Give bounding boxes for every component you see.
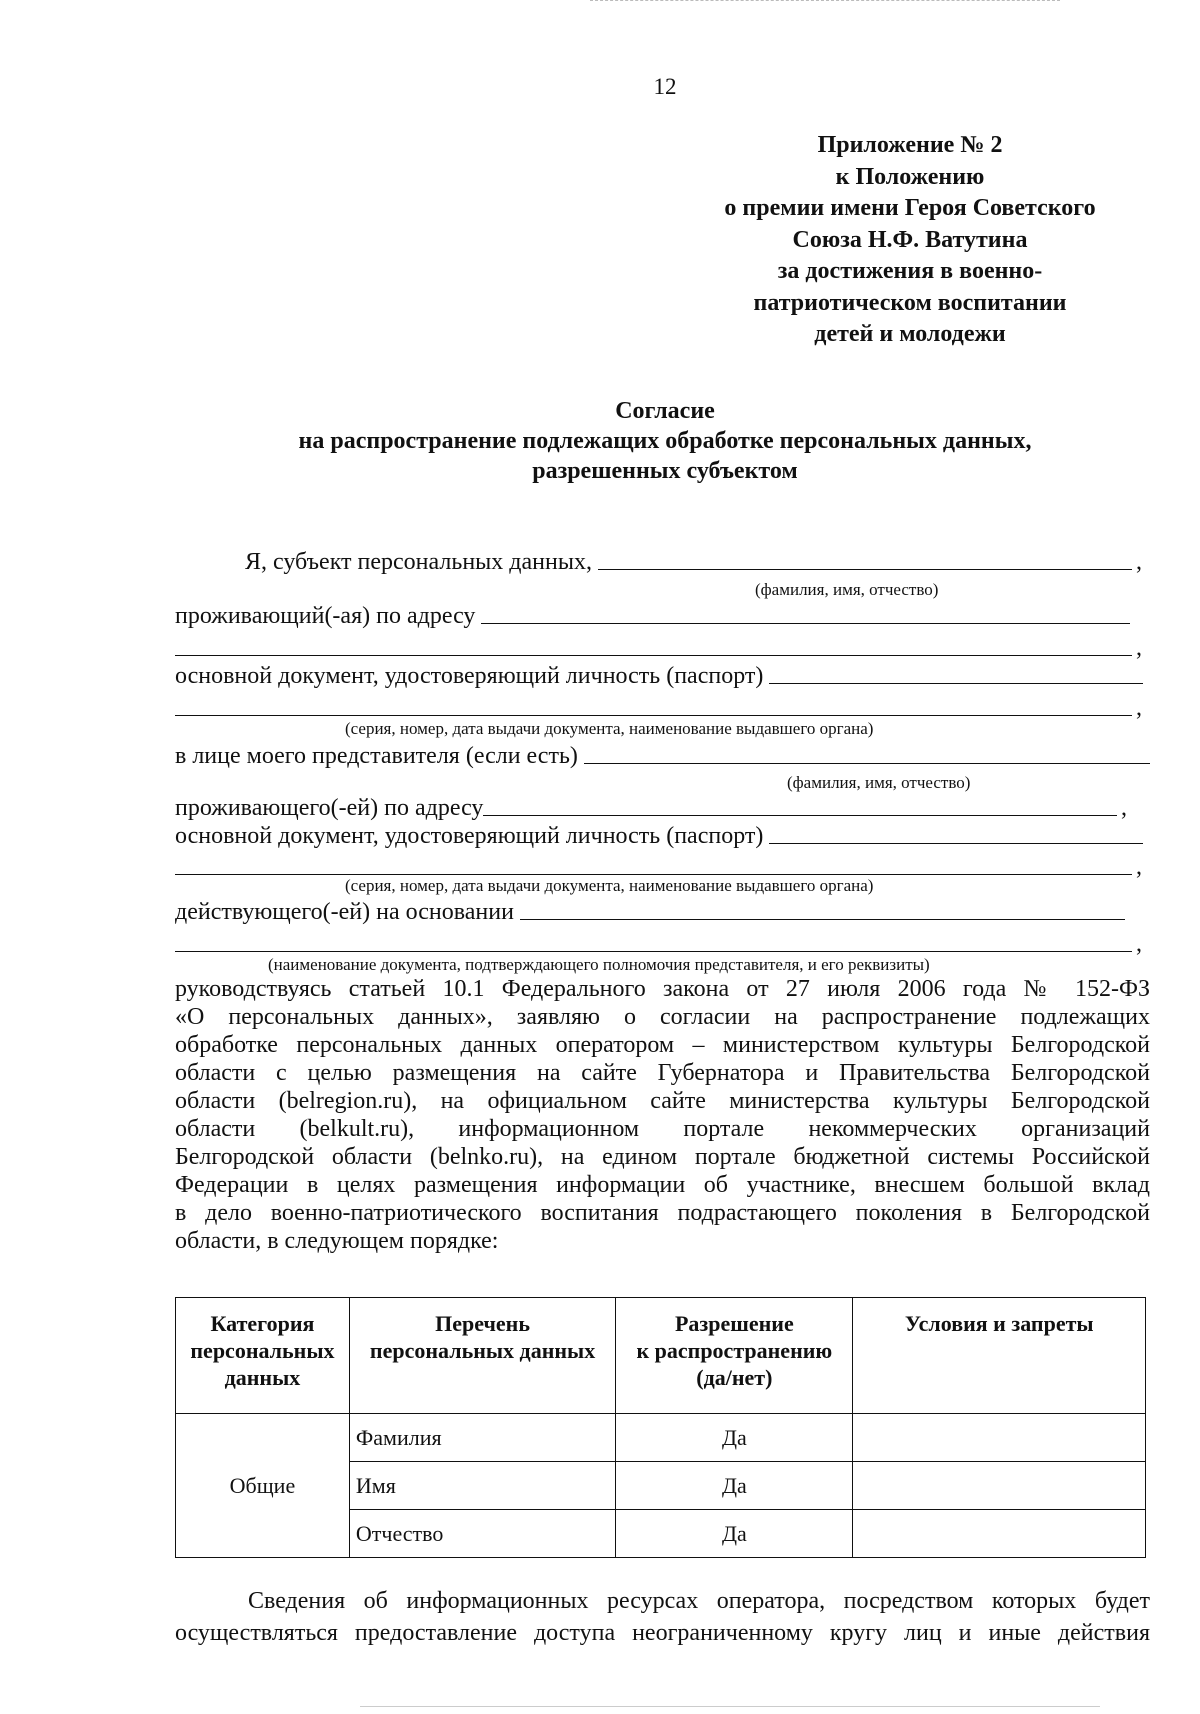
paragraph-line: области, в следующем порядке: <box>175 1228 499 1254</box>
passport-line <box>175 662 1143 690</box>
passport-field[interactable] <box>769 682 1143 684</box>
appendix-line: о премии имени Героя Советского <box>724 195 1096 221</box>
resources-paragraph <box>175 1585 1150 1649</box>
appendix-line: к Положению <box>835 163 985 190</box>
paragraph-line: Сведения об информационных ресурсах оператора, посредством которых будет <box>248 1588 1150 1614</box>
header-text: персональных данных <box>369 1338 596 1363</box>
address-field-2[interactable] <box>175 654 1132 656</box>
passport-line-2 <box>175 694 1150 722</box>
basis-line-2 <box>175 930 1150 958</box>
appendix-line: Союза Н.Ф. Ватутина <box>792 226 1028 253</box>
header-text: Разрешение <box>674 1311 794 1336</box>
appendix-header <box>680 130 1140 351</box>
appendix-line: детей и молодежи <box>814 321 1006 347</box>
representative-line <box>175 742 1150 770</box>
title-line: на распространение подлежащих обработке персональных данных, <box>298 428 1032 454</box>
rep-passport-field[interactable] <box>769 842 1143 844</box>
appendix-line: за достижения в военно- <box>777 258 1043 284</box>
table-header-row <box>176 1298 1146 1414</box>
comma: , <box>1136 854 1142 880</box>
appendix-line: Приложение № 2 <box>817 132 1003 158</box>
permission-cell[interactable]: Да <box>616 1510 853 1558</box>
basis-field-2[interactable] <box>175 950 1132 952</box>
header-text: (да/нет) <box>696 1365 773 1390</box>
scan-top-edge <box>590 0 1060 2</box>
rep-passport-label: основной документ, удостоверяющий личность (паспорт) <box>175 823 764 849</box>
subject-name-label: Я, субъект персональных данных, <box>245 549 592 575</box>
address-line <box>175 602 1130 630</box>
comma: , <box>1136 931 1142 957</box>
header-category <box>176 1298 350 1414</box>
rep-address-line <box>175 794 1135 822</box>
passport-field-2[interactable] <box>175 714 1132 716</box>
header-text: Условия и запреты <box>904 1311 1094 1336</box>
consent-paragraph <box>175 975 1150 1255</box>
scan-bottom-edge <box>360 1706 1100 1707</box>
header-permission <box>616 1298 853 1414</box>
basis-hint: (наименование документа, подтверждающего полномочия представителя, и его реквизиты) <box>268 955 930 974</box>
paragraph-line: Белгородской области (belnko.ru), на едином портале бюджетной системы Российской <box>175 1144 1150 1170</box>
title-line: разрешенных субъектом <box>532 458 798 484</box>
passport-label: основной документ, удостоверяющий личность (паспорт) <box>175 663 764 689</box>
category-cell: Общие <box>176 1414 350 1558</box>
header-text: Перечень <box>435 1311 530 1336</box>
representative-field[interactable] <box>584 762 1150 764</box>
permission-cell[interactable]: Да <box>616 1414 853 1462</box>
paragraph-line: в дело военно-патриотического воспитания подрастающего поколения в Белгородской <box>175 1200 1150 1226</box>
comma: , <box>1121 795 1127 821</box>
header-list <box>349 1298 615 1414</box>
item-cell: Отчество <box>349 1510 615 1558</box>
header-text: данных <box>224 1365 301 1390</box>
header-text: к распространению <box>636 1338 833 1363</box>
table-row <box>176 1414 1146 1462</box>
item-cell: Имя <box>349 1462 615 1510</box>
paragraph-line: обработке персональных данных оператором – министерством культуры Белгородской <box>175 1032 1150 1058</box>
conditions-cell[interactable] <box>853 1510 1146 1558</box>
address-label: проживающий(-ая) по адресу <box>175 603 476 629</box>
passport-hint: (серия, номер, дата выдачи документа, наименование выдавшего органа) <box>345 719 874 738</box>
paragraph-line: области с целью размещения на сайте Губернатора и Правительства Белгородской <box>175 1060 1150 1086</box>
item-cell: Фамилия <box>349 1414 615 1462</box>
representative-label: в лице моего представителя (если есть) <box>175 743 578 769</box>
basis-line <box>175 898 1125 926</box>
personal-data-table <box>175 1297 1146 1558</box>
paragraph-line: области (belkult.ru), информационном портале некоммерческих организаций <box>175 1116 1150 1142</box>
rep-passport-hint: (серия, номер, дата выдачи документа, наименование выдавшего органа) <box>345 876 874 895</box>
document-title <box>150 396 1180 486</box>
subject-name-line <box>245 548 1150 576</box>
title-heading: Согласие <box>615 398 715 424</box>
header-conditions <box>853 1298 1146 1414</box>
comma: , <box>1136 635 1142 661</box>
representative-hint: (фамилия, имя, отчество) <box>787 773 971 792</box>
paragraph-line: Федерации в целях размещения информации об участнике, внесшем большой вклад <box>175 1172 1150 1198</box>
address-field[interactable] <box>481 622 1130 624</box>
rep-passport-field-2[interactable] <box>175 873 1132 875</box>
subject-name-field[interactable] <box>598 568 1132 570</box>
comma: , <box>1136 549 1142 575</box>
paragraph-line: «О персональных данных», заявляю о согласии на распространение подлежащих <box>175 1004 1150 1030</box>
subject-name-hint: (фамилия, имя, отчество) <box>755 580 939 599</box>
paragraph-line: руководствуясь статьей 10.1 Федерального закона от 27 июля 2006 года № 152-ФЗ <box>175 976 1150 1002</box>
appendix-line: патриотическом воспитании <box>753 289 1067 316</box>
basis-label: действующего(-ей) на основании <box>175 899 514 925</box>
conditions-cell[interactable] <box>853 1462 1146 1510</box>
basis-field[interactable] <box>520 918 1125 920</box>
permission-cell[interactable]: Да <box>616 1462 853 1510</box>
paragraph-line: осуществляться предоставление доступа неограниченному кругу лиц и иные действия <box>175 1620 1150 1646</box>
header-text: Категория <box>210 1311 315 1336</box>
rep-passport-line <box>175 822 1143 850</box>
page-number: 12 <box>653 74 677 99</box>
conditions-cell[interactable] <box>853 1414 1146 1462</box>
comma: , <box>1136 695 1142 721</box>
rep-address-label: проживающего(-ей) по адресу <box>175 795 484 821</box>
header-text: персональных <box>190 1338 335 1363</box>
rep-address-field[interactable] <box>483 814 1117 816</box>
paragraph-line: области (belregion.ru), на официальном сайте министерства культуры Белгородской <box>175 1088 1150 1114</box>
address-line-2 <box>175 634 1150 662</box>
